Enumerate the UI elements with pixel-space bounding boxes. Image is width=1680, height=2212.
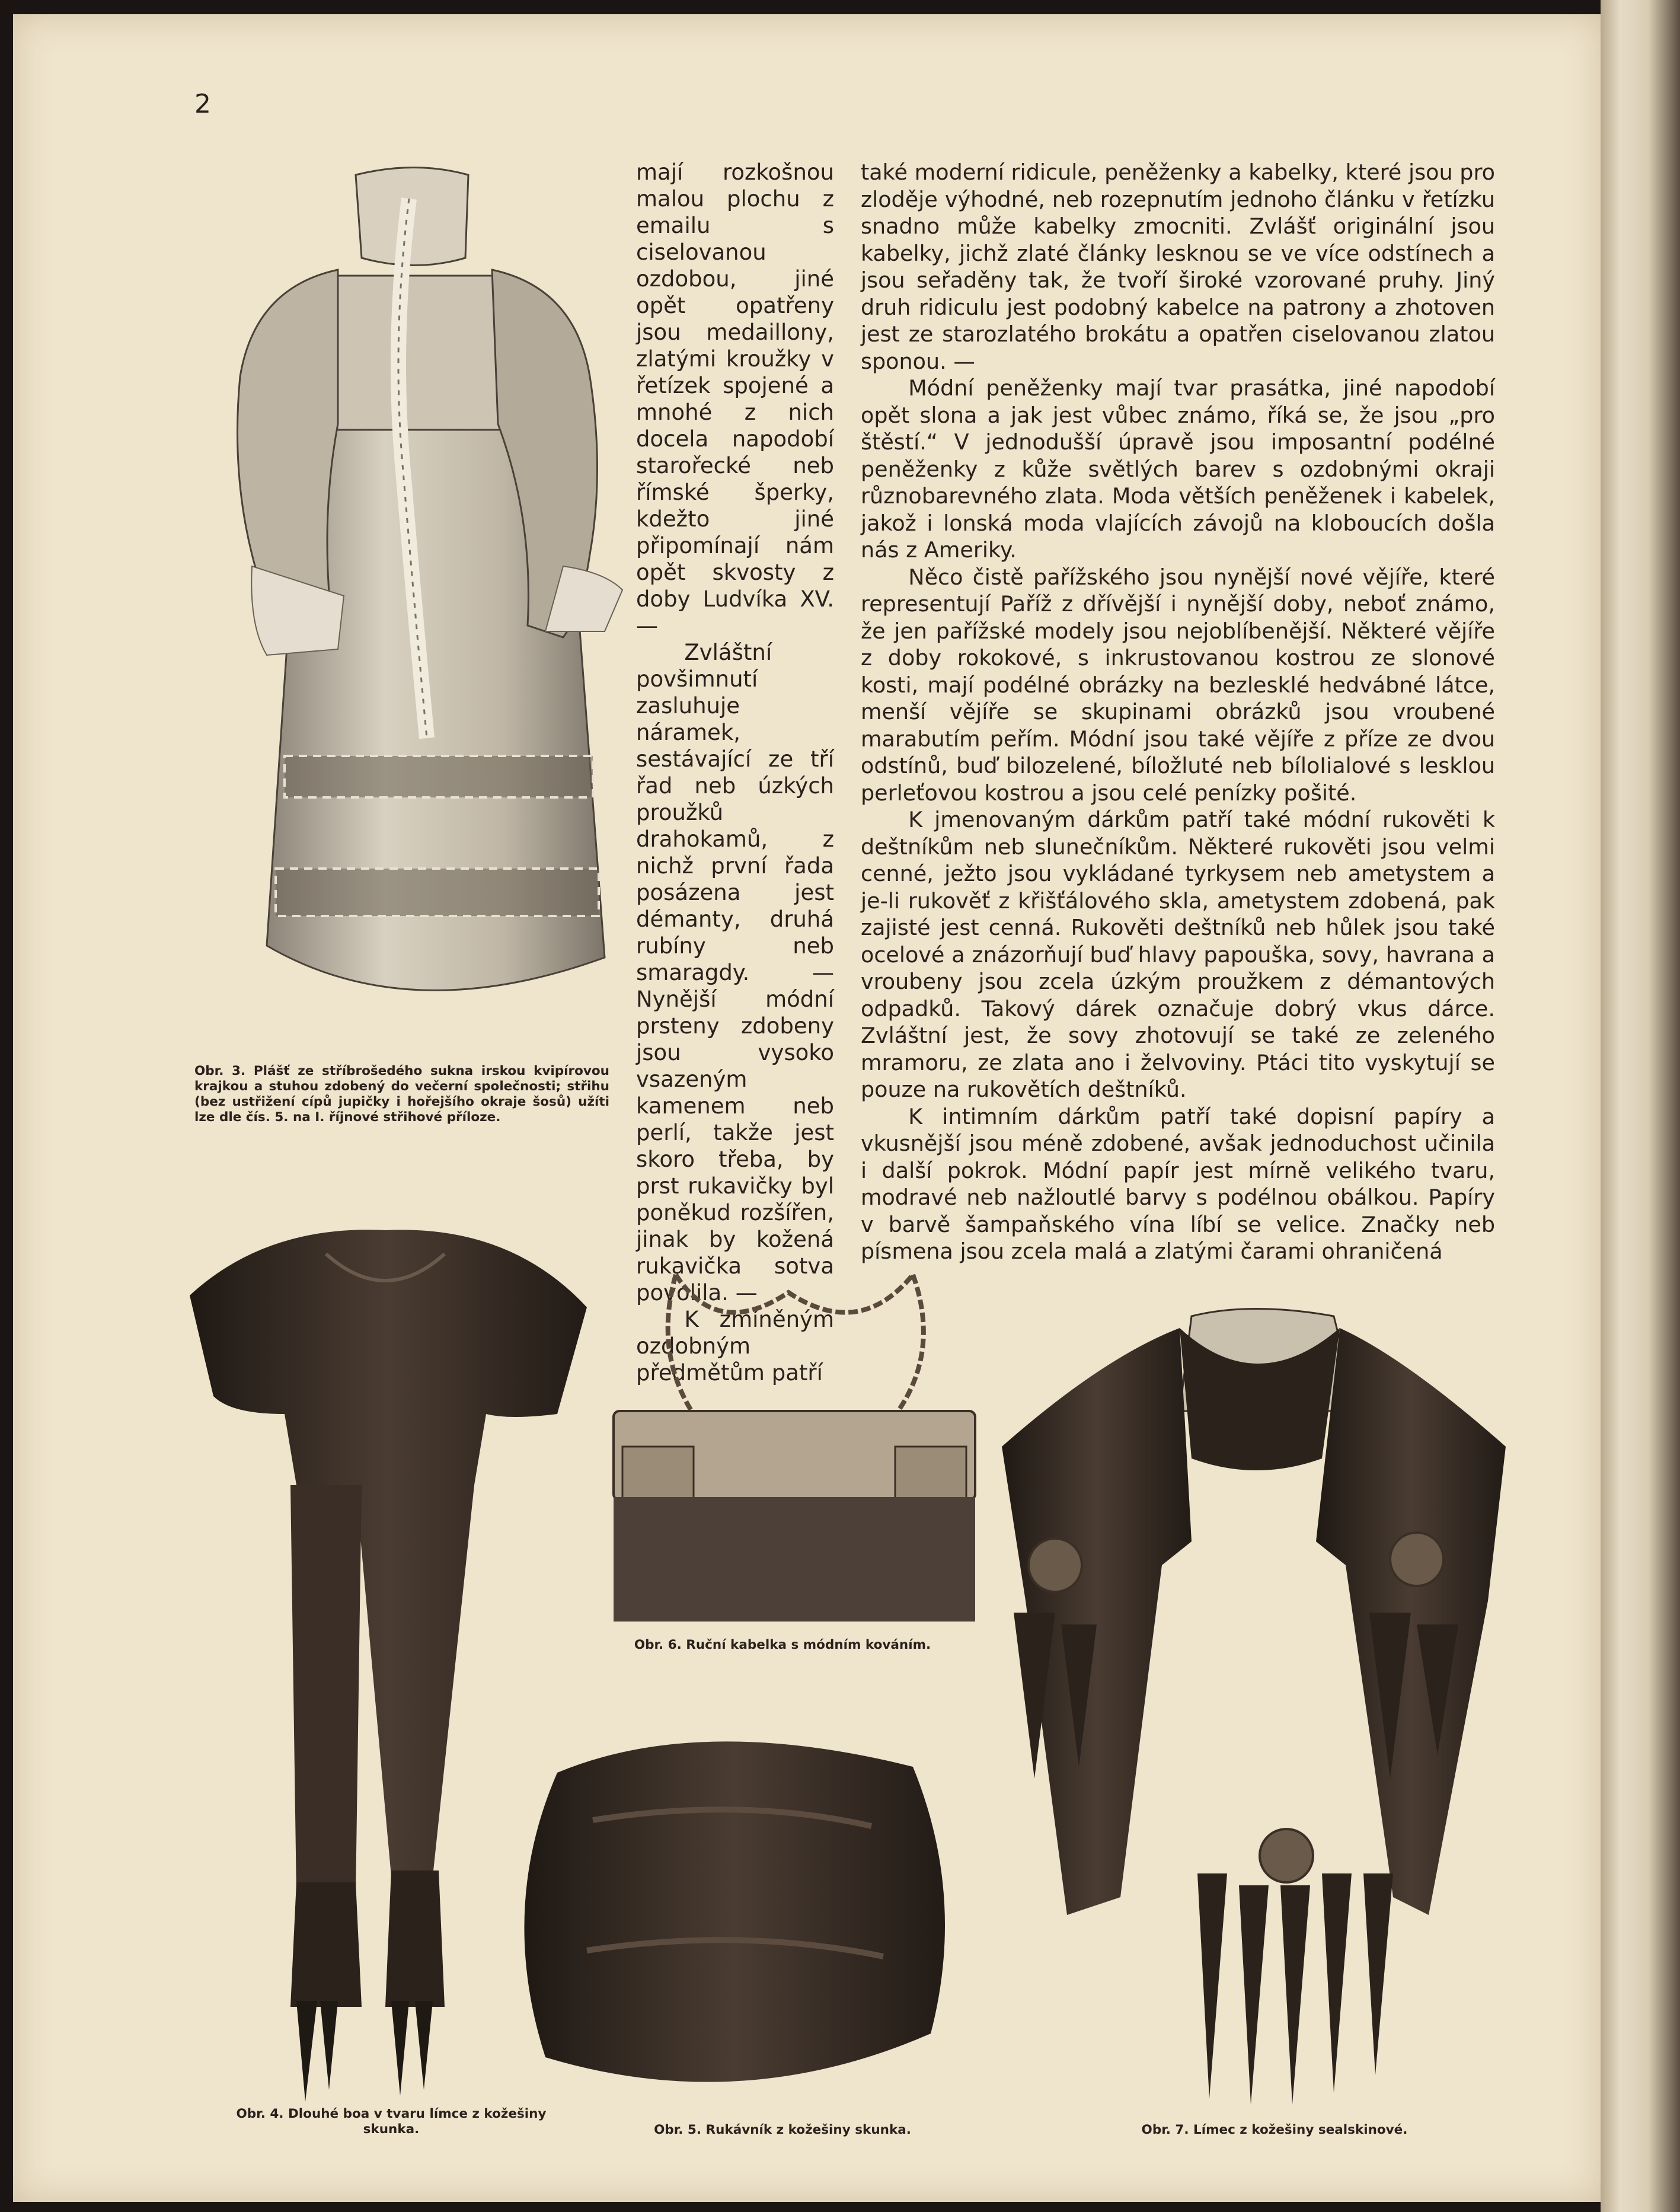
figure-4-caption: Obr. 4. Dlouhé boa v tvaru límce z kožešiny skunka.	[236, 2106, 547, 2137]
figure-6-caption: Obr. 6. Ruční kabelka s módním kováním.	[634, 1638, 931, 1652]
text-column-right	[861, 159, 1495, 1265]
figure-5-caption: Obr. 5. Rukávník z kožešiny skunka.	[654, 2122, 911, 2137]
page-number: 2	[194, 89, 211, 119]
paragraph: K intimním dárkům patří také dopisní papíry a vkusnější jsou méně zdobené, avšak jednoduchost učinila i další pokrok. Módní papír jest mírně velikého tvaru, modravé neb nažloutlé barvy s podélnou obálkou. Papíry v barvě šampaňského vína líbí se velice. Značky neb písmena jsou zcela malá a zlatými čarami ohraničená	[861, 1103, 1495, 1264]
figure-3-caption: Obr. 3. Plášť ze stříbrošedého sukna irskou kvipírovou krajkou a stuhou zdobený do večerní společnosti; střihu (bez ustřižení cípů jupičky i hořejšího okraje šosů) užíti lze dle čís. 5. na I. říjnové střihové příloze.	[194, 1064, 609, 1125]
muff-illustration	[504, 1702, 966, 2111]
paragraph: Něco čistě pařížského jsou nynější nové vějíře, které representují Paříž z dřívější i nynější doby, neboť známo, že jen pařížské modely jsou nejoblíbenější. Některé vějíře z doby rokokové, s inkrustovanou kostrou ze slonové kosti, mají podélné obrázky na bezlesklé hedvábné látce, menší vějíře se skupinami obrázků jsou vroubené marabutím peřím. Módní jsou také vějíře z příze ze dvou odstínů, buď bilozelené, bíložluté neb bíloIialové s lesklou perleťovou kostrou a jsou celé penízky pošité.	[861, 564, 1495, 806]
collar-illustration	[1002, 1304, 1506, 2111]
figure-7-caption: Obr. 7. Límec z kožešiny sealskinové.	[1141, 2122, 1408, 2137]
paragraph: K zmíněným ozdobným předmětům patří	[636, 1307, 834, 1386]
handbag-illustration	[611, 1269, 978, 1624]
paragraph: Módní peněženky mají tvar prasátka, jiné napodobí opět slona a jak jest vůbec známo, říká se, že jsou „pro štěstí.“ V jednodušší úpravě jsou imposantní podélné peněženky z kůže světlých barev s ozdobnými okraji různobarevného zlata. Moda větších peněženek i kabelek, jakož i lonská moda vlajících závojů na kloboucích došla nás z Ameriky.	[861, 375, 1495, 563]
coat-illustration	[196, 163, 622, 1017]
paragraph: Zvláštní povšimnutí zasluhuje náramek, sestávající ze tří řad neb úzkých proužků drahokamů, z nichž první řada posázena jest démanty, druhá rubíny neb smaragdy. — Nynější módní prsteny zdobeny jsou vysoko vsazeným kamenem neb perlí, takže jest skoro třeba, by prst rukavičky byl poněkud rozšířen, jinak by kožená rukavička sotva povolila. —	[636, 640, 834, 1306]
paragraph: K jmenovaným dárkům patří také módní rukověti k deštníkům neb slunečníkům. Některé rukověti jsou velmi cenné, ježto jsou vykládané tyrkysem neb ametystem a je-li rukověť z křišťálového skla, ametystem zdobená, pak zajisté jest cenná. Rukověti deštníků neb hůlek jsou také ocelové a znázorňují buď hlavy papouška, sovy, havrana a vroubeny jsou zcela úzkým proužkem z démantových odpadků. Takový dárek označuje dobrý vkus dárce. Zvláštní jest, že sovy zhotovují se také ze zeleného mramoru, ze zlata ano i želvoviny. Ptáci tito vyskytují se pouze na rukovětích deštníků.	[861, 807, 1495, 1102]
text-column-left	[636, 159, 834, 1386]
paragraph: mají rozkošnou malou plochu z emailu s ciselovanou ozdobou, jiné opět opatřeny jsou medaillony, zlatými kroužky v řetízek spojené a mnohé z nich docela napodobí starořecké neb římské šperky, kdežto jiné připomínají nám opět skvosty z doby Ludvíka XV. —	[636, 159, 834, 639]
paragraph: také moderní ridicule, peněženky a kabelky, které jsou pro zloděje výhodné, neb rozepnutím jednoho článku v řetízku snadno může kabelky zmocniti. Zvlášť originální jsou kabelky, jichž zlaté články lesknou se ve více odstínech a jsou seřaděny tak, že tvoří široké vzorované pruhy. Jiný druh ridiculu jest podobný kabelce na patrony a zhotoven jest ze starozlatého brokátu a opatřen ciselovanou zlatou sponou. —	[861, 159, 1495, 374]
book-spine	[1601, 0, 1680, 2212]
